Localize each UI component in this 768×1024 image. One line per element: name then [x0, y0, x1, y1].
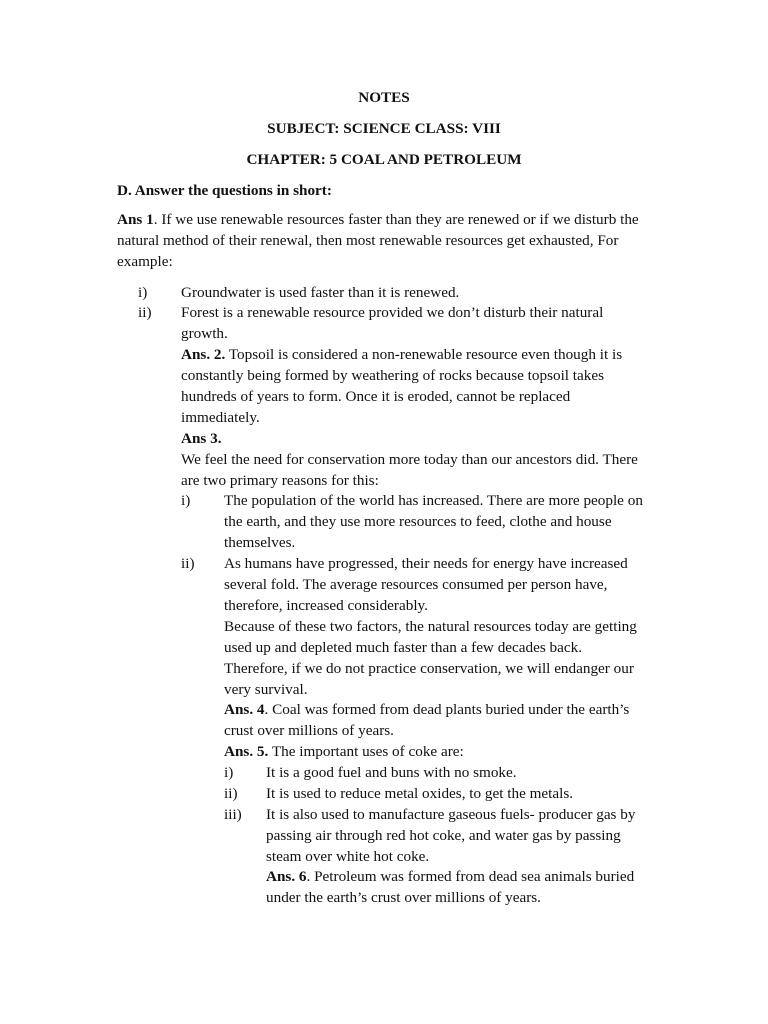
answer-3-conclusion: Because of these two factors, the natural resources today are getting used up and depleted much faster than a few decades back. Therefore, if we do not practice conservation, we will endanger our very survival. — [224, 618, 637, 698]
answer-5-text: The important uses of coke are: — [268, 743, 464, 760]
answer-5-label: Ans. 5. — [224, 743, 269, 760]
answer-2-label: Ans. 2. — [181, 346, 226, 363]
list-text: It is a good fuel and buns with no smoke. — [266, 764, 517, 781]
answer-1-text: . If we use renewable resources faster than they are renewed or if we disturb the natural method of their renewal, then most renewable resources get exhausted, For example: — [117, 211, 639, 270]
answer-4-label: Ans. 4 — [224, 701, 265, 718]
answer-2-text: Topsoil is considered a non-renewable resource even though it is constantly being formed by weathering of rocks because topsoil takes hundreds of years to form. Once it is eroded, cannot be replaced immediately. — [181, 346, 623, 426]
answer-1 — [117, 209, 647, 272]
list-text: It is also used to manufacture gaseous fuels- producer gas by passing air through red hot coke, and water gas by passing steam over white hot coke. — [266, 806, 636, 865]
answer-1-label: Ans 1 — [117, 211, 154, 228]
list-number: ii) — [181, 555, 195, 572]
list-number: iii) — [224, 806, 242, 823]
chapter-heading: CHAPTER: 5 COAL AND PETROLEUM — [246, 151, 522, 168]
answer-4 — [224, 699, 644, 741]
answer-4-text: . Coal was formed from dead plants buried under the earth’s crust over millions of years. — [224, 701, 630, 739]
answer-5 — [224, 741, 644, 762]
answer-6 — [266, 866, 636, 908]
section-d-heading: D. Answer the questions in short: — [117, 182, 332, 199]
answer-3-label: Ans 3. — [181, 430, 222, 447]
list-text: The population of the world has increased. There are more people on the earth, and they use more resources to feed, clothe and house themselves. — [224, 492, 643, 551]
notes-title: NOTES — [358, 89, 410, 106]
list-number: i) — [181, 492, 191, 509]
list-number: i) — [224, 764, 234, 781]
subject-heading: SUBJECT: SCIENCE CLASS: VIII — [267, 120, 501, 137]
list-number: ii) — [138, 304, 152, 321]
list-text: Forest is a renewable resource provided we don’t disturb their natural growth. — [181, 304, 604, 342]
list-text: As humans have progressed, their needs for energy have increased several fold. The average resources consumed per person have, therefore, increased considerably. — [224, 555, 628, 614]
answer-6-text: . Petroleum was formed from dead sea animals buried under the earth’s crust over millions of years. — [266, 868, 635, 906]
answer-6-label: Ans. 6 — [266, 868, 307, 885]
list-number: i) — [138, 284, 148, 301]
list-text: It is used to reduce metal oxides, to get the metals. — [266, 785, 574, 802]
list-text: Groundwater is used faster than it is renewed. — [181, 284, 460, 301]
answer-3-intro: We feel the need for conservation more today than our ancestors did. There are two primary reasons for this: — [181, 451, 638, 489]
list-number: ii) — [224, 785, 238, 802]
answer-2 — [181, 344, 651, 428]
